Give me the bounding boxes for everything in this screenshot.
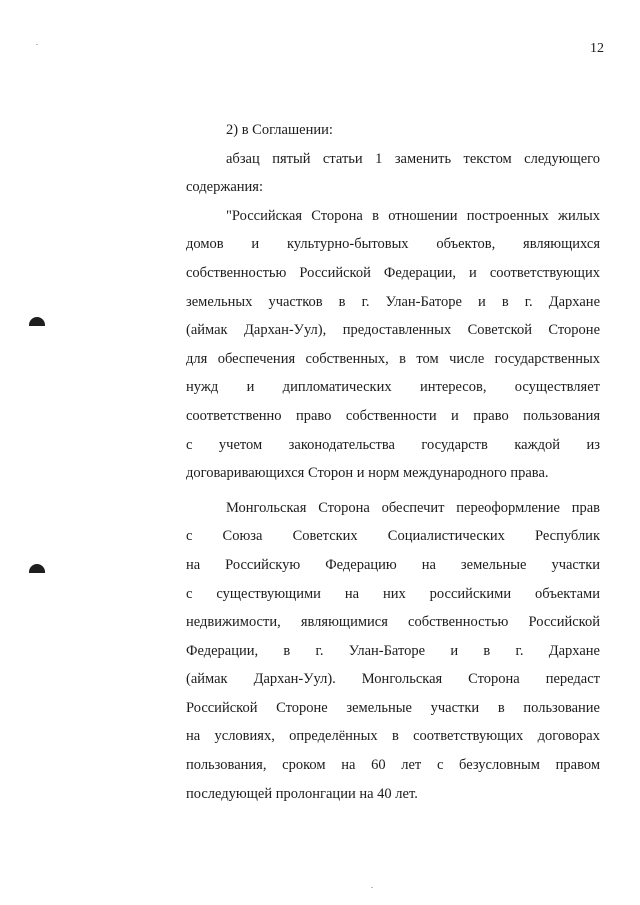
document-body (186, 116, 600, 808)
text-line: земельных участков в г. Улан-Баторе и в г. Дархане (186, 293, 600, 310)
text-line: нужд и дипломатических интересов, осуществляет (186, 379, 600, 396)
text-line: с существующими на них российскими объектами (186, 585, 600, 602)
text-line: содержания: (186, 179, 264, 196)
text-line: договаривающихся Сторон и норм международного права. (186, 465, 549, 482)
punch-hole-mark (29, 564, 45, 573)
page-number: 12 (590, 41, 604, 56)
text-line: (аймак Дархан-Уул), предоставленных Советской Стороне (186, 322, 600, 339)
text-line: домов и культурно-бытовых объектов, являющихся (186, 236, 600, 253)
text-line: пользования, сроком на 60 лет с безусловным правом (186, 757, 600, 774)
punch-hole-mark (29, 317, 45, 326)
text-line: (аймак Дархан-Уул). Монгольская Сторона передаст (186, 671, 600, 688)
scan-speck (371, 887, 373, 888)
text-line: на Российскую Федерацию на земельные участки (186, 556, 600, 573)
text-line: Российской Стороне земельные участки в пользование (186, 699, 600, 716)
text-line: с учетом законодательства государств каждой из (186, 436, 600, 453)
text-line: соответственно право собственности и право пользования (186, 407, 600, 424)
scan-speck (36, 44, 38, 45)
text-line: "Российская Сторона в отношении построенных жилых (226, 207, 600, 224)
text-line: собственностью Российской Федерации, и соответствующих (186, 264, 600, 281)
text-line: Монгольская Сторона обеспечит переоформление прав (226, 499, 600, 516)
text-line: с Союза Советских Социалистических Республик (186, 528, 600, 545)
text-line: на условиях, определённых в соответствующих договорах (186, 728, 600, 745)
text-line: Федерации, в г. Улан-Баторе и в г. Дархане (186, 642, 600, 659)
text-line: последующей пролонгации на 40 лет. (186, 785, 418, 802)
text-line: абзац пятый статьи 1 заменить текстом следующего (226, 150, 600, 167)
text-line: для обеспечения собственных, в том числе государственных (186, 350, 600, 367)
text-line: 2) в Соглашении: (226, 122, 333, 138)
text-line: недвижимости, являющимися собственностью Российской (186, 614, 600, 631)
